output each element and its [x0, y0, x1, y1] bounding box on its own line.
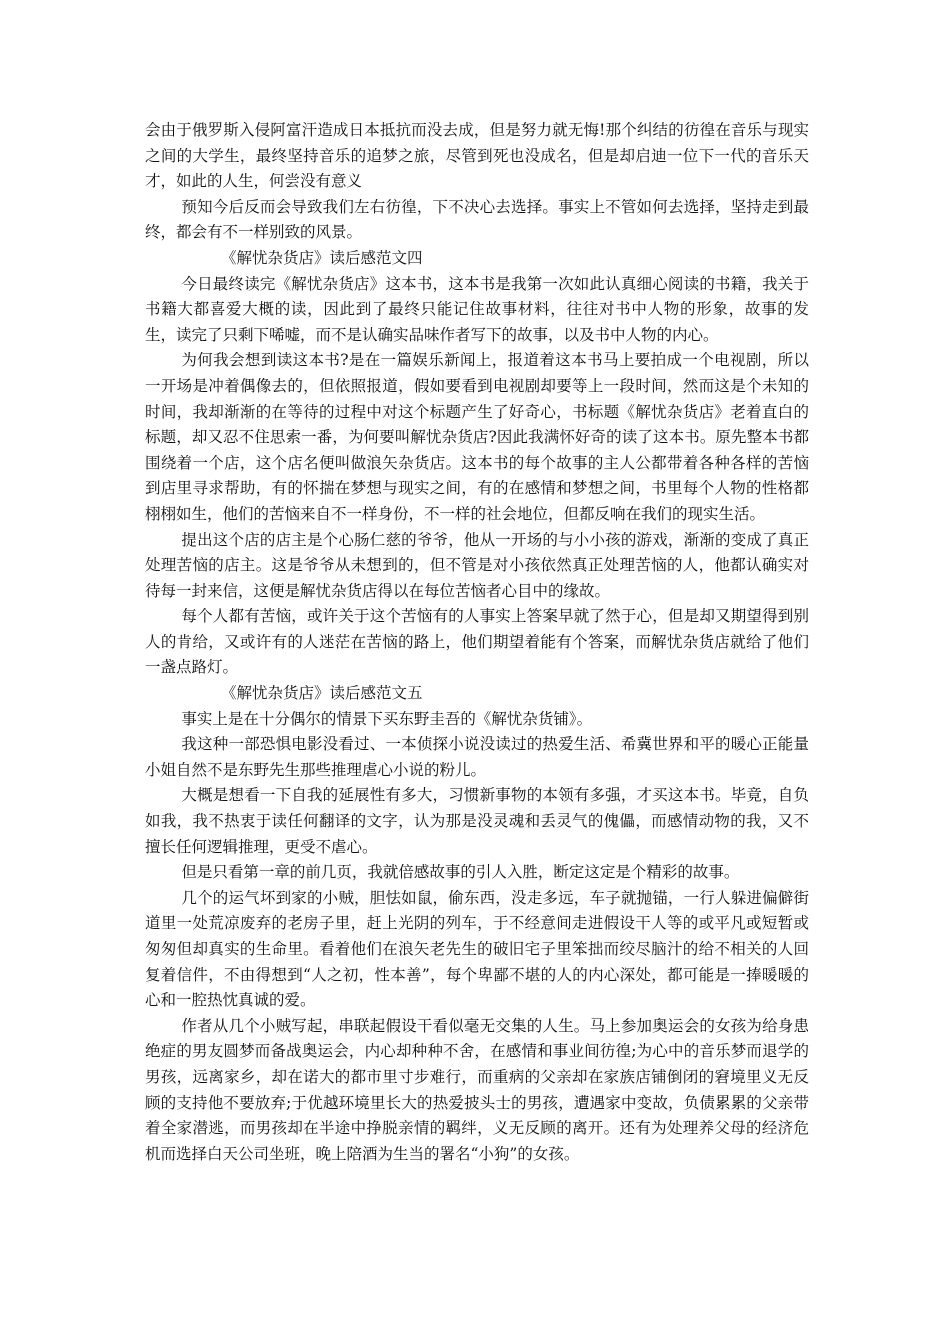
document-page — [145, 118, 809, 1167]
section-heading-4: 《解忧杂货店》读后感范文四 — [220, 248, 423, 267]
section-heading-5: 《解忧杂货店》读后感范文五 — [220, 684, 423, 703]
paragraph: 预知今后反而会导致我们左右彷徨，下不决心去选择。事实上不管如何去选择，坚持走到最终，都会有不一样别致的风景。 — [145, 197, 809, 242]
paragraph: 为何我会想到读这本书?是在一篇娱乐新闻上，报道着这本书马上要拍成一个电视剧，所以一开场是冲着偶像去的，但依照报道，假如要看到电视剧却要等上一段时间，然而这是个未知的时间，我却渐渐的在等待的过程中对这个标题产生了好奇心，书标题《解忧杂货店》老着直白的标题，却又忍不住思索一番，为何要叫解忧杂货店?因此我满怀好奇的读了这本书。原先整本书都围绕着一个店，这个店名便叫做浪矢杂货店。这本书的每个故事的主人公都带着各种各样的苦恼到店里寻求帮助，有的怀揣在梦想与现实之间，有的在感情和梦想之间，书里每个人物的性格都栩栩如生，他们的苦恼来自不一样身份，不一样的社会地位，但都反响在我们的现实生活。 — [145, 351, 809, 523]
paragraph: 每个人都有苦恼，或许关于这个苦恼有的人事实上答案早就了然于心，但是却又期望得到别人的肯给，又或许有的人迷茫在苦恼的路上，他们期望着能有个答案，而解忧杂货店就给了他们一盏点路灯。 — [145, 607, 809, 677]
paragraph: 大概是想看一下自我的延展性有多大，习惯新事物的本领有多强，才买这本书。毕竟，自负如我，我不热衷于读任何翻译的文字，认为那是没灵魂和丢灵气的傀儡，而感情动物的我，又不擅长任何逻辑推理，更受不虐心。 — [145, 786, 809, 856]
paragraph: 我这种一部恐惧电影没看过、一本侦探小说没读过的热爱生活、希冀世界和平的暖心正能量小姐自然不是东野先生那些推理虐心小说的粉儿。 — [145, 735, 809, 779]
paragraph-continuation: 会由于俄罗斯入侵阿富汗造成日本抵抗而没去成，但是努力就无悔!那个纠结的彷徨在音乐与现实之间的大学生，最终坚持音乐的追梦之旅，尽管到死也没成名，但是却启迪一位下一代的音乐天才，如此的人生，何尝没有意义 — [145, 121, 809, 191]
paragraph: 但是只看第一章的前几页，我就倍感故事的引人入胜，断定这定是个精彩的故事。 — [181, 863, 740, 882]
paragraph: 今日最终读完《解忧杂货店》这本书，这本书是我第一次如此认真细心阅读的书籍，我关于书籍大都喜爱大概的读，因此到了最终只能记住故事材料，往往对书中人物的形象，故事的发生，读完了只剩下唏嘘，而不是认确实品味作者写下的故事，以及书中人物的内心。 — [145, 274, 809, 344]
paragraph: 作者从几个小贼写起，串联起假设干看似毫无交集的人生。马上参加奥运会的女孩为给身患绝症的男友圆梦而备战奥运会，内心却种种不舍，在感情和事业间彷徨;为心中的音乐梦而退学的男孩，远离家乡，却在诺大的都市里寸步难行，而重病的父亲却在家族店铺倒闭的窘境里义无反顾的支持他不要放弃;于优越环境里长大的热爱披头士的男孩，遭遇家中变故，负债累累的父亲带着全家潜逃，而男孩却在半途中挣脱亲情的羁绊，义无反顾的离开。还有为处理养父母的经济危机而选择白天公司坐班，晚上陪酒为生当的署名“小狗”的女孩。 — [145, 1016, 809, 1163]
paragraph: 几个的运气坏到家的小贼，胆怯如鼠，偷东西，没走多远，车子就抛锚，一行人躲进偏僻街道里一处荒凉废弃的老房子里，赶上光阴的列车，于不经意间走进假设干人等的或平凡或短暂或匆匆但却真实的生命里。看着他们在浪矢老先生的破旧宅子里笨拙而绞尽脑汁的给不相关的人回复着信件，不由得想到“人之初，性本善”，每个卑鄙不堪的人的内心深处，都可能是一捧暖暖的心和一腔热忱真诚的爱。 — [145, 888, 809, 1010]
paragraph: 提出这个店的店主是个心肠仁慈的爷爷，他从一开场的与小小孩的游戏，渐渐的变成了真正处理苦恼的店主。这是爷爷从未想到的，但不管是对小孩依然真正处理苦恼的人，他都认确实对待每一封来信，这便是解忧杂货店得以在每位苦恼者心目中的缘故。 — [145, 530, 809, 600]
paragraph: 事实上是在十分偶尔的情景下买东野圭吾的《解忧杂货铺》。 — [181, 709, 593, 728]
